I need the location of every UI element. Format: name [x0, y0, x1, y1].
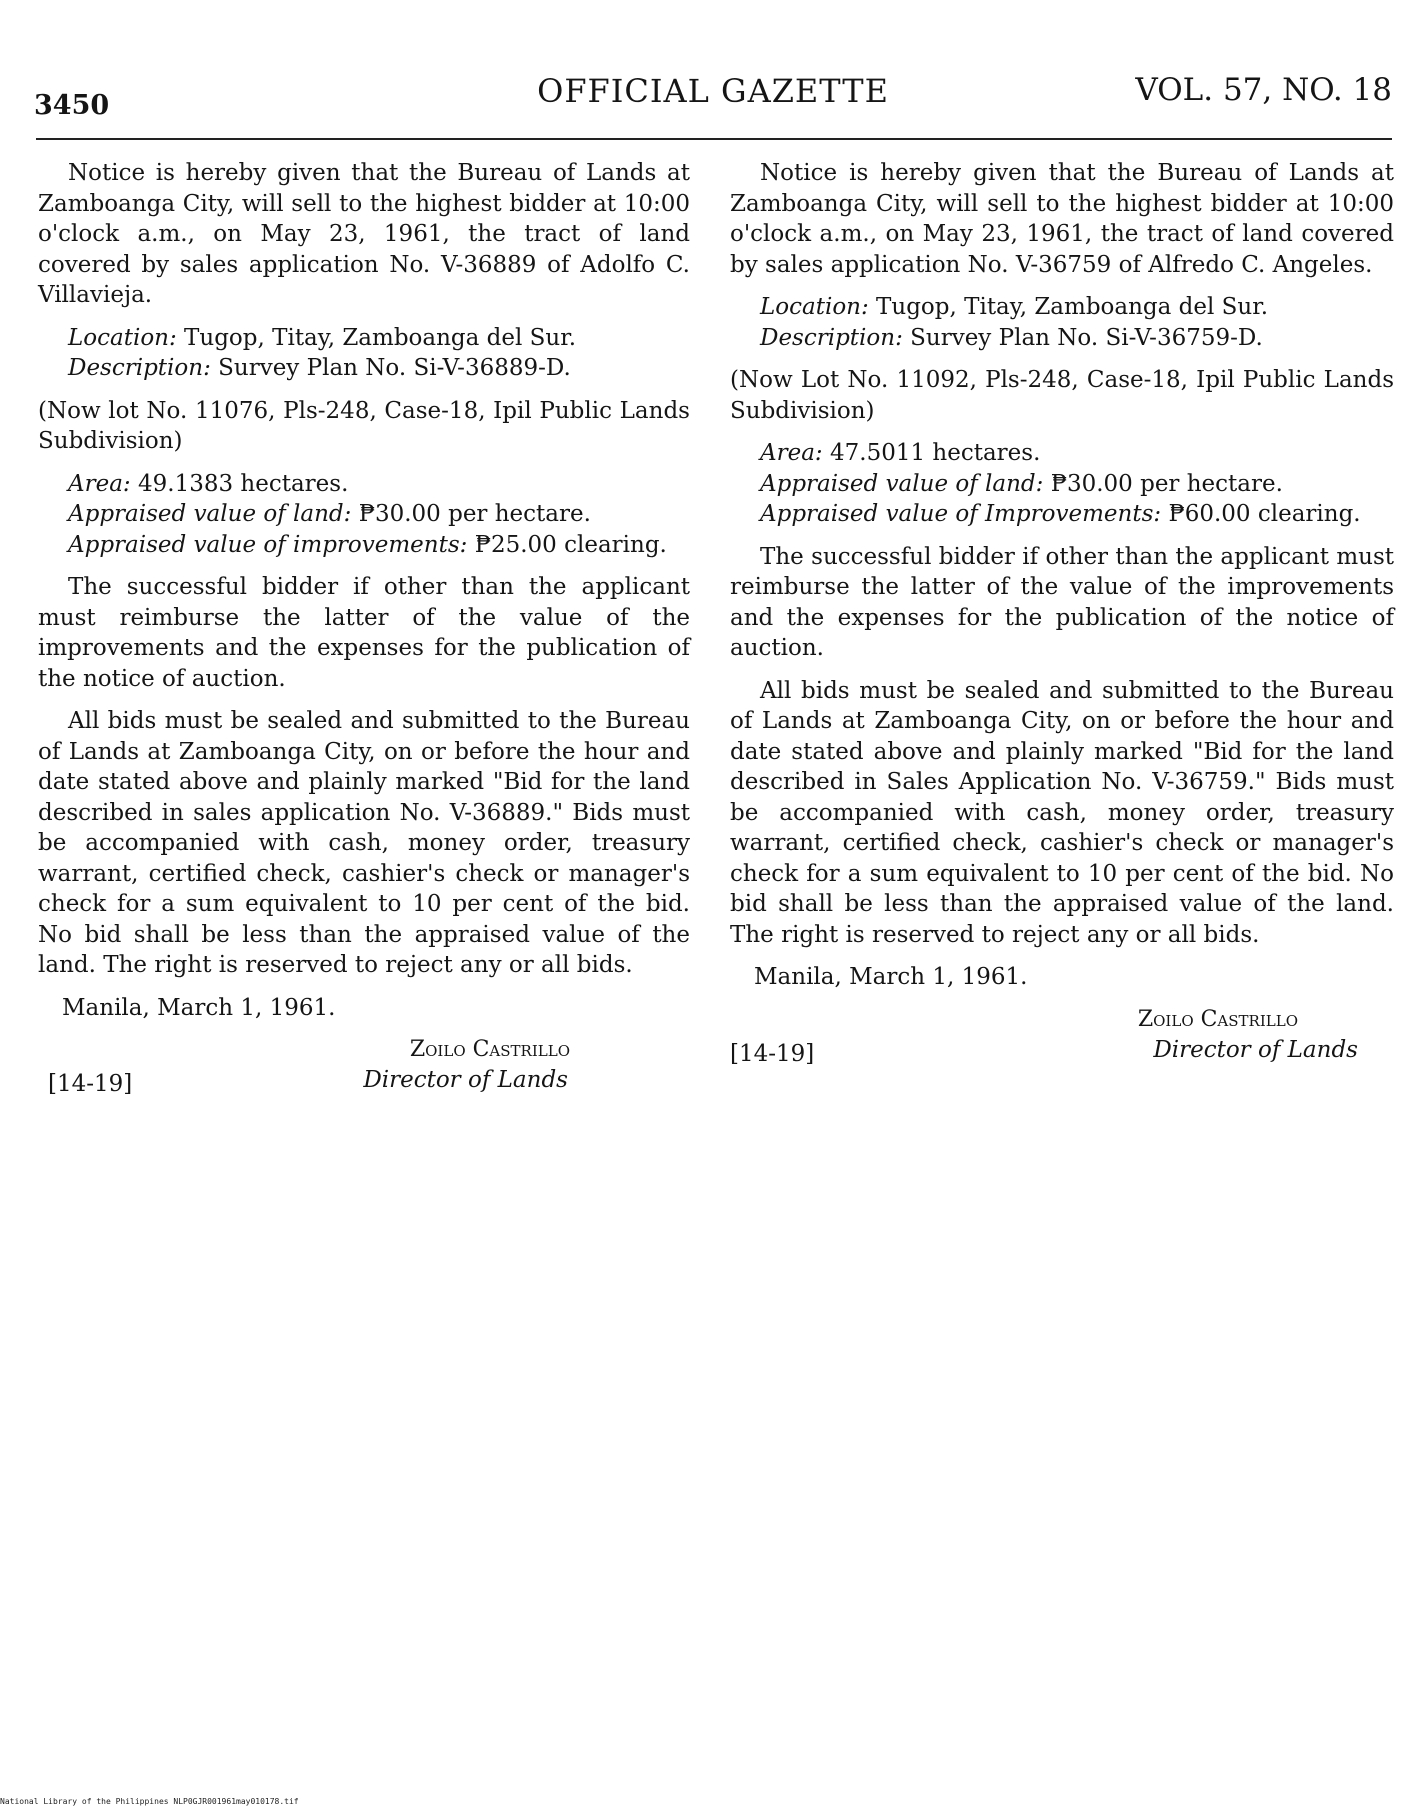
improvements-line: [730, 499, 1394, 530]
signer-title: Director of Lands: [363, 1067, 568, 1093]
area-line: [730, 438, 1394, 469]
page-number: 3450: [34, 90, 110, 121]
land-value-label: Appraised value of land:: [68, 501, 352, 527]
description-line: [38, 353, 690, 384]
place-date: Manila, March 1, 1961.: [754, 964, 1028, 990]
signature-block: [38, 1035, 690, 1115]
volume-label: VOL. 57, NO. 18: [1135, 72, 1392, 108]
location-value: Tugop, Titay, Zamboanga del Sur.: [184, 324, 577, 351]
improvements-label: Appraised value of improvements:: [68, 531, 468, 558]
signer-name: Zoilo Castrillo: [409, 1037, 570, 1062]
land-value: ₱30.00 per hectare.: [358, 501, 591, 527]
notice-right: [730, 158, 1394, 1085]
area-value: 49.1383 hectares.: [138, 470, 349, 497]
scan-footer: National Library of the Philippines NLP0GJR001961may010178.tif: [0, 1797, 299, 1806]
reimburse-paragraph: The successful bidder if other than the applicant must reimburse the latter of the value of the improvements and the expenses for the publication of the notice of auction.: [730, 543, 1394, 661]
description-label: Description:: [760, 324, 903, 351]
reimburse-paragraph: The successful bidder if other than the applicant must reimburse the latter of the value of the improvements and the expenses for the publication of the notice of auction.: [38, 574, 690, 692]
location-label: Location:: [68, 324, 177, 351]
location-label: Location:: [760, 294, 869, 320]
lot-number: (Now lot No. 11076, Pls-248, Case-18, Ipil Public Lands Subdivision): [38, 397, 690, 454]
place-date: Manila, March 1, 1961.: [62, 994, 336, 1021]
improvements-value: ₱60.00 clearing.: [1168, 501, 1361, 527]
lot-number: (Now Lot No. 11092, Pls-248, Case-18, Ipil Public Lands Subdivision): [730, 367, 1394, 424]
land-value: ₱30.00 per hectare.: [1050, 470, 1283, 497]
notice-intro: Notice is hereby given that the Bureau of Lands at Zamboanga City, will sell to the highest bidder at 10:00 o'clock a.m., on May 23, 1961, the tract of land covered by sales application No. V-36889 of Adolfo C. Villavieja.: [38, 160, 690, 308]
description-value: Survey Plan No. Si-V-36759-D.: [910, 324, 1263, 351]
description-line: [730, 323, 1394, 354]
page-title: OFFICIAL GAZETTE: [537, 72, 889, 110]
signer-name: Zoilo Castrillo: [1137, 1006, 1298, 1032]
area-label: Area:: [760, 440, 823, 466]
notice-intro: Notice is hereby given that the Bureau of Lands at Zamboanga City, will sell to the highest bidder at 10:00 o'clock a.m., on May 23, 1961, the tract of land covered by sales application No. V-36759 of Alfredo C. Angeles.: [730, 160, 1394, 278]
area-line: [38, 469, 690, 500]
description-value: Survey Plan No. Si-V-36889-D.: [218, 355, 571, 381]
improvements-value: ₱25.00 clearing.: [474, 531, 667, 558]
location-line: [730, 292, 1394, 323]
land-value-line: [38, 499, 690, 530]
description-label: Description:: [68, 355, 211, 381]
area-label: Area:: [68, 470, 131, 497]
page-header: [34, 64, 1392, 132]
land-value-label: Appraised value of land:: [760, 470, 1044, 497]
land-value-line: [730, 469, 1394, 500]
location-value: Tugop, Titay, Zamboanga del Sur.: [876, 294, 1269, 320]
publication-code: [14-19]: [48, 1071, 133, 1097]
improvements-line: [38, 530, 690, 561]
header-rule: [36, 138, 1392, 140]
location-line: [38, 323, 690, 354]
publication-code: [14-19]: [730, 1040, 815, 1067]
signature-block: [730, 1005, 1394, 1085]
improvements-label: Appraised value of Improvements:: [760, 501, 1162, 527]
area-value: 47.5011 hectares.: [830, 440, 1041, 466]
notice-left: [38, 158, 690, 1115]
bids-paragraph: All bids must be sealed and submitted to the Bureau of Lands at Zamboanga City, on or before the hour and date stated above and plainly marked "Bid for the land described in sales application No. V-36889." Bids must be accompanied with cash, money order, treasury warrant, certified check, cashier's check or manager's check for a sum equivalent to 10 per cent of the bid. No bid shall be less than the appraised value of the land. The right is reserved to reject any or all bids.: [38, 708, 690, 978]
signer-title: Director of Lands: [1153, 1036, 1358, 1063]
bids-paragraph: All bids must be sealed and submitted to the Bureau of Lands at Zamboanga City, on or before the hour and date stated above and plainly marked "Bid for the land described in Sales Application No. V-36759." Bids must be accompanied with cash, money order, treasury warrant, certified check, cashier's check or manager's check for a sum equivalent to 10 per cent of the bid. No bid shall be less than the appraised value of the land. The right is reserved to reject any or all bids.: [730, 677, 1394, 948]
